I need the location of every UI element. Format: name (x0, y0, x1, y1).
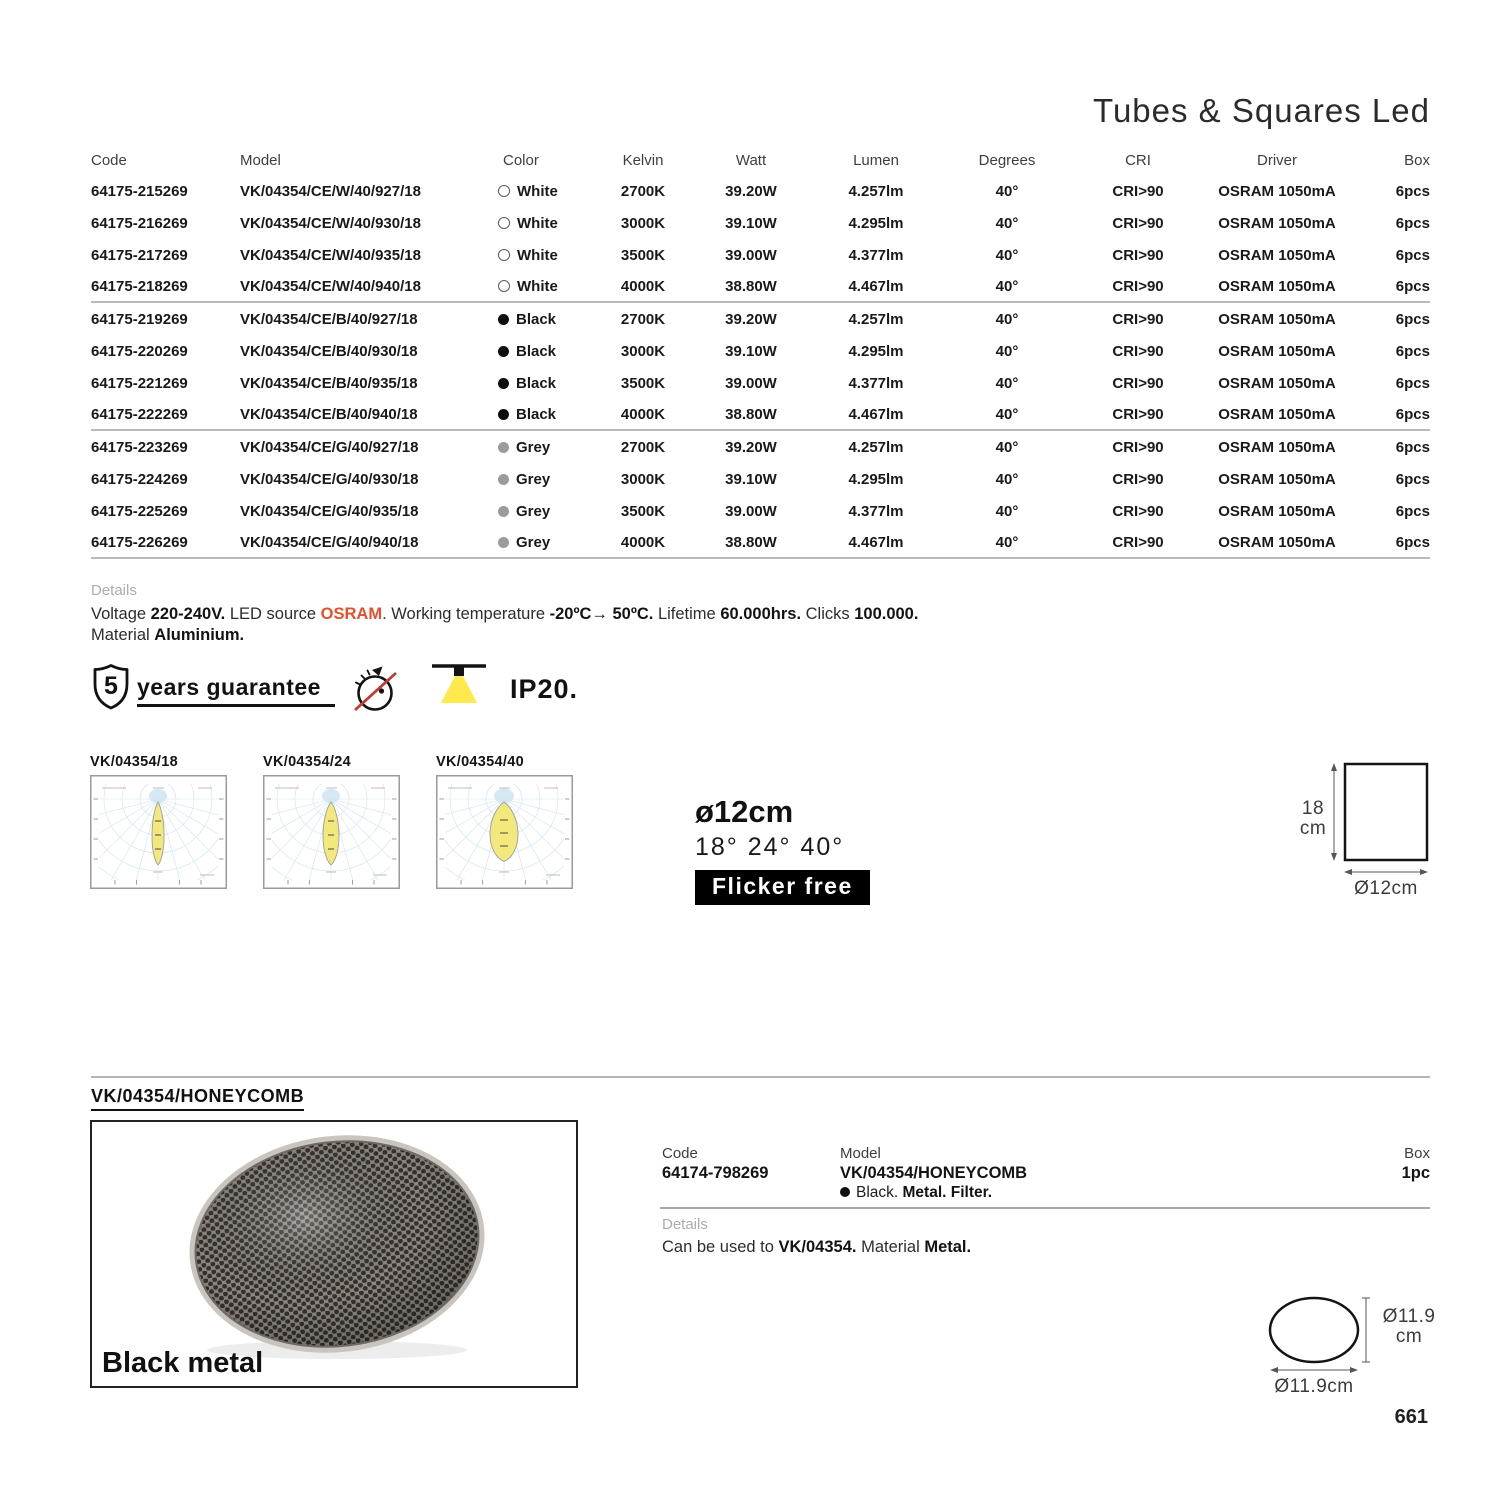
table-row (91, 527, 1430, 559)
table-header (91, 145, 1430, 175)
cell-watt: 39.10W (725, 470, 777, 488)
cell-model: VK/04354/CE/W/40/935/18 (240, 246, 421, 264)
cell-code: 64175-223269 (91, 438, 188, 456)
cell-lumen: 4.377lm (848, 374, 904, 392)
details-osram: OSRAM (320, 605, 383, 623)
diagram-label: VK/04354/24 (263, 754, 351, 770)
header-code: Code (91, 151, 127, 169)
honeycomb-dimension-drawing (1248, 1288, 1448, 1398)
table-row (91, 431, 1430, 463)
cell-code: 64175-224269 (91, 470, 188, 488)
cell-driver: OSRAM 1050mA (1218, 182, 1336, 200)
cell-code: 64175-226269 (91, 533, 188, 551)
cell-box: 6pcs (1395, 470, 1430, 488)
table-row (91, 303, 1430, 335)
cell-watt: 39.10W (725, 214, 777, 232)
cell-cri: CRI>90 (1112, 246, 1164, 264)
cell-cri: CRI>90 (1112, 502, 1164, 520)
cell-color (498, 343, 593, 360)
page-number: 661 (1394, 1406, 1428, 1428)
header-cri: CRI (1125, 151, 1151, 169)
header-box: Box (1404, 151, 1430, 169)
cell-watt: 39.20W (725, 310, 777, 328)
diagram-label: VK/04354/40 (436, 754, 524, 770)
fixture-dimension-drawing (1297, 760, 1437, 905)
details-text: Material (91, 626, 155, 644)
cell-driver: OSRAM 1050mA (1218, 405, 1336, 423)
cell-degrees: 40° (995, 438, 1019, 456)
product-table (91, 145, 1430, 559)
guarantee-years: 5 (104, 672, 118, 700)
cell-box: 6pcs (1395, 246, 1430, 264)
cell-watt: 39.10W (725, 342, 777, 360)
cell-model: VK/04354/CE/W/40/927/18 (240, 182, 421, 200)
cell-box: 6pcs (1395, 214, 1430, 232)
honeycomb-photo (90, 1120, 578, 1388)
table-row (91, 207, 1430, 239)
polar-plot-18 (90, 775, 227, 889)
cell-kelvin: 3500K (620, 374, 666, 392)
table-body (91, 175, 1430, 559)
cell-degrees: 40° (995, 246, 1019, 264)
spec-diameter: ø12cm (695, 794, 794, 829)
details-lifetime: 60.000hrs. (720, 605, 802, 623)
cell-watt: 39.00W (725, 246, 777, 264)
cell-kelvin: 3000K (620, 342, 666, 360)
fixture-height-unit: cm (1299, 818, 1327, 839)
cell-box: 6pcs (1395, 405, 1430, 423)
table-row (91, 463, 1430, 495)
guarantee-shield-icon (91, 663, 131, 711)
page-title: Tubes & Squares Led (1093, 92, 1430, 129)
cell-cri: CRI>90 (1112, 277, 1164, 295)
color-swatch (498, 314, 509, 325)
cell-lumen: 4.257lm (848, 310, 904, 328)
cell-box: 6pcs (1395, 438, 1430, 456)
cell-driver: OSRAM 1050mA (1218, 533, 1336, 551)
cell-degrees: 40° (995, 277, 1019, 295)
header-driver: Driver (1257, 151, 1297, 169)
hc-details-text: Material (856, 1238, 925, 1256)
honeycomb-section-title: VK/04354/HONEYCOMB (91, 1086, 304, 1111)
cell-driver: OSRAM 1050mA (1218, 438, 1336, 456)
header-color: Color (503, 151, 539, 169)
hc-code-value: 64174-798269 (662, 1164, 769, 1182)
hc-model-value: VK/04354/HONEYCOMB (840, 1164, 1028, 1182)
cell-code: 64175-221269 (91, 374, 188, 392)
cell-box: 6pcs (1395, 533, 1430, 551)
cell-code: 64175-216269 (91, 214, 188, 232)
cell-cri: CRI>90 (1112, 533, 1164, 551)
cell-kelvin: 3500K (620, 502, 666, 520)
cell-code: 64175-217269 (91, 246, 188, 264)
table-row (91, 495, 1430, 527)
cell-driver: OSRAM 1050mA (1218, 214, 1336, 232)
not-dimmable-icon (348, 662, 402, 716)
table-row (91, 271, 1430, 303)
ceiling-light-icon (430, 660, 488, 710)
cell-code: 64175-225269 (91, 502, 188, 520)
color-label: Black (516, 374, 557, 392)
cell-driver: OSRAM 1050mA (1218, 374, 1336, 392)
hc-dim-width-value: Ø11.9cm (1274, 1376, 1354, 1397)
hc-details-model: VK/04354. (778, 1238, 857, 1256)
cell-cri: CRI>90 (1112, 182, 1164, 200)
color-swatch (498, 506, 509, 517)
cell-degrees: 40° (995, 533, 1019, 551)
cell-degrees: 40° (995, 310, 1019, 328)
header-lumen: Lumen (853, 151, 899, 169)
cell-lumen: 4.467lm (848, 277, 904, 295)
cell-degrees: 40° (995, 405, 1019, 423)
color-label: White (517, 277, 558, 295)
cell-code: 64175-218269 (91, 277, 188, 295)
hc-attributes (840, 1184, 992, 1202)
color-swatch (498, 185, 510, 197)
table-row (91, 367, 1430, 399)
hc-details-line (662, 1238, 971, 1257)
color-label: Grey (516, 502, 551, 520)
cell-cri: CRI>90 (1112, 405, 1164, 423)
details-text: LED source (225, 605, 321, 623)
details-line-1 (91, 604, 1191, 625)
color-swatch (498, 442, 509, 453)
cell-driver: OSRAM 1050mA (1218, 246, 1336, 264)
cell-box: 6pcs (1395, 502, 1430, 520)
color-label: Black (516, 342, 557, 360)
cell-color (498, 375, 593, 392)
hc-box-value: 1pc (1401, 1164, 1430, 1182)
cell-watt: 39.20W (725, 438, 777, 456)
fixture-width-value: Ø12cm (1354, 878, 1418, 899)
hc-dim-height-value: Ø11.9 (1382, 1306, 1436, 1327)
header-watt: Watt (735, 151, 767, 169)
flicker-free-badge: Flicker free (695, 870, 870, 905)
cell-kelvin: 2700K (620, 310, 666, 328)
cell-code: 64175-222269 (91, 405, 188, 423)
cell-watt: 39.20W (725, 182, 777, 200)
cell-cri: CRI>90 (1112, 438, 1164, 456)
cell-driver: OSRAM 1050mA (1218, 310, 1336, 328)
cell-cri: CRI>90 (1112, 374, 1164, 392)
hc-code-label: Code (662, 1145, 698, 1162)
table-row (91, 335, 1430, 367)
table-row (91, 399, 1430, 431)
header-model: Model (240, 151, 281, 169)
cell-degrees: 40° (995, 342, 1019, 360)
details-section (91, 582, 1191, 646)
cell-kelvin: 4000K (620, 405, 666, 423)
color-label: White (517, 246, 558, 264)
cell-watt: 38.80W (725, 533, 777, 551)
header-kelvin: Kelvin (622, 151, 664, 169)
cell-kelvin: 4000K (620, 533, 666, 551)
diagram-label: VK/04354/18 (90, 754, 178, 770)
cell-kelvin: 3000K (620, 214, 666, 232)
cell-watt: 38.80W (725, 277, 777, 295)
cell-model: VK/04354/CE/W/40/940/18 (240, 277, 421, 295)
details-text: Lifetime (653, 605, 721, 623)
cell-kelvin: 3000K (620, 470, 666, 488)
cell-color (498, 406, 593, 423)
cell-color (498, 534, 593, 551)
cell-color (498, 471, 593, 488)
table-row (91, 239, 1430, 271)
hc-details-material: Metal. (924, 1238, 972, 1256)
hc-box-label: Box (1404, 1145, 1430, 1162)
cell-driver: OSRAM 1050mA (1218, 502, 1336, 520)
cell-driver: OSRAM 1050mA (1218, 342, 1336, 360)
color-label: Grey (516, 470, 551, 488)
cell-kelvin: 3500K (620, 246, 666, 264)
hc-details-text: Can be used to (662, 1238, 779, 1256)
cell-kelvin: 2700K (620, 438, 666, 456)
table-row (91, 175, 1430, 207)
hc-details-label: Details (662, 1216, 708, 1233)
cell-driver: OSRAM 1050mA (1218, 277, 1336, 295)
color-swatch (498, 409, 509, 420)
cell-lumen: 4.467lm (848, 533, 904, 551)
color-label: Grey (516, 533, 551, 551)
cell-cri: CRI>90 (1112, 342, 1164, 360)
color-label: White (517, 182, 558, 200)
cell-lumen: 4.377lm (848, 246, 904, 264)
cell-box: 6pcs (1395, 277, 1430, 295)
color-swatch (498, 217, 510, 229)
section-divider (91, 1076, 1430, 1078)
cell-lumen: 4.295lm (848, 470, 904, 488)
cell-color (498, 215, 593, 232)
header-degrees: Degrees (978, 151, 1036, 169)
cell-code: 64175-219269 (91, 310, 188, 328)
black-color-dot (840, 1187, 850, 1197)
cell-model: VK/04354/CE/B/40/927/18 (240, 310, 418, 328)
hc-attr-color: Black. (856, 1184, 899, 1201)
cell-model: VK/04354/CE/B/40/930/18 (240, 342, 418, 360)
cell-watt: 39.00W (725, 502, 777, 520)
cell-model: VK/04354/CE/G/40/940/18 (240, 533, 419, 551)
color-label: Black (516, 405, 557, 423)
polar-plot-40 (436, 775, 573, 889)
color-label: White (517, 214, 558, 232)
details-material: Aluminium. (154, 626, 245, 644)
polar-diagram-40 (436, 754, 576, 894)
cell-degrees: 40° (995, 470, 1019, 488)
cell-box: 6pcs (1395, 374, 1430, 392)
cell-kelvin: 2700K (620, 182, 666, 200)
details-temp: -20ºC→ 50ºC. (549, 605, 654, 623)
cell-watt: 39.00W (725, 374, 777, 392)
spec-block (695, 794, 870, 905)
cell-color (498, 439, 593, 456)
color-swatch (498, 346, 509, 357)
color-swatch (498, 249, 510, 261)
color-label: Black (516, 310, 557, 328)
details-text: Voltage (91, 605, 151, 623)
cell-color (498, 247, 593, 264)
cell-lumen: 4.467lm (848, 405, 904, 423)
cell-code: 64175-220269 (91, 342, 188, 360)
cell-color (498, 503, 593, 520)
cell-model: VK/04354/CE/B/40/940/18 (240, 405, 418, 423)
cell-degrees: 40° (995, 374, 1019, 392)
polar-plot-24 (263, 775, 400, 889)
hc-dim-height-unit: cm (1395, 1326, 1423, 1347)
cell-kelvin: 4000K (620, 277, 666, 295)
details-voltage: 220-240V. (150, 605, 226, 623)
polar-diagram-18 (90, 754, 230, 894)
cell-code: 64175-215269 (91, 182, 188, 200)
guarantee-label: years guarantee (137, 674, 335, 707)
details-label: Details (91, 582, 137, 599)
hc-attr-rest: Metal. Filter. (898, 1184, 993, 1201)
cell-box: 6pcs (1395, 342, 1430, 360)
details-text: . Working temperature (382, 605, 550, 623)
cell-driver: OSRAM 1050mA (1218, 470, 1336, 488)
cell-degrees: 40° (995, 502, 1019, 520)
cell-color (498, 183, 593, 200)
cell-lumen: 4.257lm (848, 182, 904, 200)
ip-rating: IP20. (510, 674, 579, 704)
color-label: Grey (516, 438, 551, 456)
cell-model: VK/04354/CE/G/40/927/18 (240, 438, 419, 456)
cell-lumen: 4.257lm (848, 438, 904, 456)
cell-box: 6pcs (1395, 310, 1430, 328)
details-text: Clicks (801, 605, 855, 623)
cell-box: 6pcs (1395, 182, 1430, 200)
cell-lumen: 4.377lm (848, 502, 904, 520)
cell-lumen: 4.295lm (848, 342, 904, 360)
details-line-2 (91, 625, 1191, 646)
cell-degrees: 40° (995, 214, 1019, 232)
cell-model: VK/04354/CE/W/40/930/18 (240, 214, 421, 232)
cell-model: VK/04354/CE/G/40/935/18 (240, 502, 419, 520)
spec-beam-angles: 18° 24° 40° (695, 833, 845, 861)
cell-color (498, 311, 593, 328)
honeycomb-caption: Black metal (102, 1347, 264, 1379)
cell-cri: CRI>90 (1112, 214, 1164, 232)
cell-degrees: 40° (995, 182, 1019, 200)
hc-model-label: Model (840, 1145, 881, 1162)
color-swatch (498, 378, 509, 389)
details-clicks: 100.000. (854, 605, 919, 623)
cell-cri: CRI>90 (1112, 470, 1164, 488)
polar-diagram-24 (263, 754, 403, 894)
fixture-height-value: 18 (1301, 798, 1325, 819)
cell-model: VK/04354/CE/B/40/935/18 (240, 374, 418, 392)
color-swatch (498, 280, 510, 292)
color-swatch (498, 474, 509, 485)
cell-color (498, 278, 593, 295)
cell-lumen: 4.295lm (848, 214, 904, 232)
cell-cri: CRI>90 (1112, 310, 1164, 328)
color-swatch (498, 537, 509, 548)
cell-model: VK/04354/CE/G/40/930/18 (240, 470, 419, 488)
cell-watt: 38.80W (725, 405, 777, 423)
hc-divider (660, 1207, 1430, 1209)
